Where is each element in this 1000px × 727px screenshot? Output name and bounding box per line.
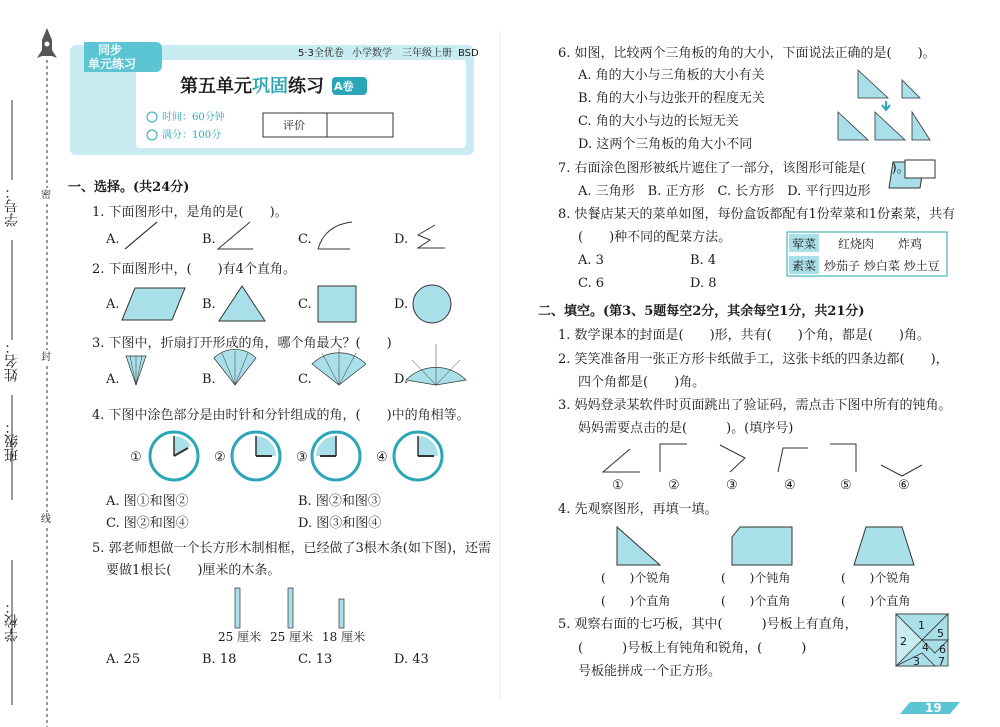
seal-mark: 线: [41, 512, 51, 528]
tangram-number: 6: [939, 643, 946, 656]
section-2-heading: 二、填空。(第3、5题每空2分，其余每空1分，共21分): [538, 304, 865, 319]
grade: 三年级上册: [402, 48, 452, 59]
school-label: 学校：: [4, 600, 20, 642]
figure-number: ②: [214, 450, 226, 465]
menu-meat-label: 荤菜: [792, 237, 817, 251]
tangram-number: 1: [918, 619, 925, 632]
f4-blank: ( )个钝角: [721, 571, 791, 585]
f3-text-2: 妈妈需要点击的是( )。(填序号): [578, 421, 794, 436]
angle-number: ⑥: [898, 478, 910, 493]
q6-text: 6. 如图，比较两个三角板的角的大小，下面说法正确的是( )。: [558, 46, 936, 61]
title-badge: A卷: [334, 80, 354, 93]
q4-option: B. 图②和图③: [298, 494, 381, 509]
seal-mark: 密: [41, 188, 51, 204]
q8-option: B. 4: [690, 253, 717, 268]
q8-text: 8. 快餐店某天的菜单如图，每份盒饭都配有1份荤菜和1份素菜，共有: [558, 207, 956, 222]
tangram-number: 7: [938, 655, 945, 668]
q5-option: C. 13: [298, 652, 333, 667]
eval-label: 评价: [283, 119, 305, 132]
clock-icon: [394, 432, 442, 480]
menu-veg-label: 素菜: [792, 259, 817, 273]
tag-line2: 单元练习: [88, 57, 137, 71]
q1-text: 1. 下面图形中，是角的是( )。: [92, 205, 288, 220]
stick-length: 25 厘米: [270, 630, 314, 644]
q8-option: A. 3: [578, 253, 604, 268]
series-name: 5·3全优卷: [298, 48, 344, 59]
q3-text: 3. 下图中，折扇打开形成的角，哪个角最大？( ): [92, 336, 392, 351]
clock-icon: [232, 432, 280, 480]
q5-text: 5. 郭老师想做一个长方形木制相框，已经做了3根木条(如下图)，还需: [92, 541, 491, 556]
figure-number: ④: [376, 450, 388, 465]
q5-option: B. 18: [202, 652, 237, 667]
stick-length: 18 厘米: [322, 630, 366, 644]
option-letter: C.: [298, 232, 312, 247]
name-label: 姓名：: [4, 340, 20, 382]
f4-blank: ( )个锐角: [841, 571, 911, 585]
f4-blank: ( )个直角: [601, 594, 671, 608]
page-title: 第五单元巩固练习: [180, 76, 324, 97]
option-letter: C.: [298, 297, 312, 312]
tangram-number: 4: [922, 641, 929, 654]
menu-veg-items: 炒茄子 炒白菜 炒土豆: [824, 259, 940, 273]
q8-option: D. 8: [690, 276, 717, 291]
q8-option: C. 6: [578, 276, 605, 291]
tangram-number: 3: [913, 655, 920, 668]
angle-number: ③: [726, 478, 738, 493]
option-letter: C.: [298, 372, 312, 387]
stick-length: 25 厘米: [218, 630, 262, 644]
q4-option: C. 图②和图④: [106, 516, 189, 531]
figure-number: ③: [296, 450, 308, 465]
option-letter: B.: [202, 232, 216, 247]
f5-text-2: ( )号板上有钝角和锐角，( ): [578, 641, 807, 656]
clock-icon: [312, 432, 360, 480]
tangram-number: 2: [900, 635, 907, 648]
full-score: 满分：100分: [162, 130, 222, 141]
q5-option: A. 25: [106, 652, 141, 667]
option-letter: D.: [394, 372, 409, 387]
figure-number: ①: [130, 450, 142, 465]
f4-blank: ( )个锐角: [601, 571, 671, 585]
page-number: 19: [925, 701, 942, 715]
subject: 小学数学: [352, 48, 392, 59]
menu-meat-items: 红烧肉 炸鸡: [838, 237, 923, 251]
class-label: 班级：: [4, 420, 20, 462]
f5-text: 5. 观察右面的七巧板，其中( )号板上有直角，: [558, 617, 858, 632]
q7-options: A. 三角形 B. 正方形 C. 长方形 D. 平行四边形: [578, 184, 871, 199]
f1-text: 1. 数学课本的封面是( )形，共有( )个角，都是( )角。: [558, 328, 930, 343]
seal-mark: 封: [41, 350, 51, 366]
option-letter: A.: [106, 372, 120, 387]
q7-text: 7. 右面涂色图形被纸片遮住了一部分，该图形可能是( )。: [558, 161, 910, 176]
q4-option: A. 图①和图②: [106, 494, 189, 509]
q6-option: A. 角的大小与三角板的大小有关: [578, 68, 765, 83]
angle-number: ④: [784, 478, 796, 493]
option-letter: A.: [106, 297, 120, 312]
tag-line1: 同步: [98, 43, 123, 57]
f4-blank: ( )个直角: [841, 594, 911, 608]
q4-text: 4. 下图中涂色部分是由时针和分针组成的角，( )中的角相等。: [92, 408, 470, 423]
clock-icon: [150, 432, 198, 480]
angle-number: ①: [612, 478, 624, 493]
f4-text: 4. 先观察图形，再填一填。: [558, 502, 718, 517]
f5-text-3: 号板能拼成一个正方形。: [578, 664, 722, 679]
angle-number: ②: [668, 478, 680, 493]
option-letter: B.: [202, 297, 216, 312]
q6-option: D. 这两个三角板的角大小不同: [578, 137, 753, 152]
q2-text: 2. 下面图形中，( )有4个直角。: [92, 262, 296, 277]
q6-option: C. 角的大小与边的长短无关: [578, 114, 739, 129]
tangram-number: 5: [937, 627, 944, 640]
q8-text-2: ( )种不同的配菜方法。: [578, 230, 732, 245]
edition: BSD: [458, 48, 479, 59]
f2-text: 2. 笑笑准备用一张正方形卡纸做手工，这张卡纸的四条边都( )，: [558, 352, 949, 367]
f3-text: 3. 妈妈登录某软件时页面跳出了验证码，需点击下图中所有的钝角。: [558, 398, 952, 413]
rocket-icon: [37, 28, 57, 58]
f4-blank: ( )个直角: [721, 594, 791, 608]
q4-option: D. 图③和图④: [298, 516, 382, 531]
student-no-label: 学号：: [4, 185, 20, 227]
option-letter: B.: [202, 372, 216, 387]
option-letter: D.: [394, 297, 409, 312]
option-letter: D.: [394, 232, 409, 247]
q5-text-2: 要做1根长( )厘米的木条。: [106, 563, 281, 578]
q6-option: B. 角的大小与边张开的程度无关: [578, 91, 765, 106]
f2-text-2: 四个角都是( )角。: [578, 375, 706, 390]
section-1-heading: 一、选择。(共24分): [68, 180, 190, 195]
angle-number: ⑤: [840, 478, 852, 493]
time-limit: 时间：60分钟: [162, 112, 225, 123]
q5-option: D. 43: [394, 652, 429, 667]
option-letter: A.: [106, 232, 120, 247]
